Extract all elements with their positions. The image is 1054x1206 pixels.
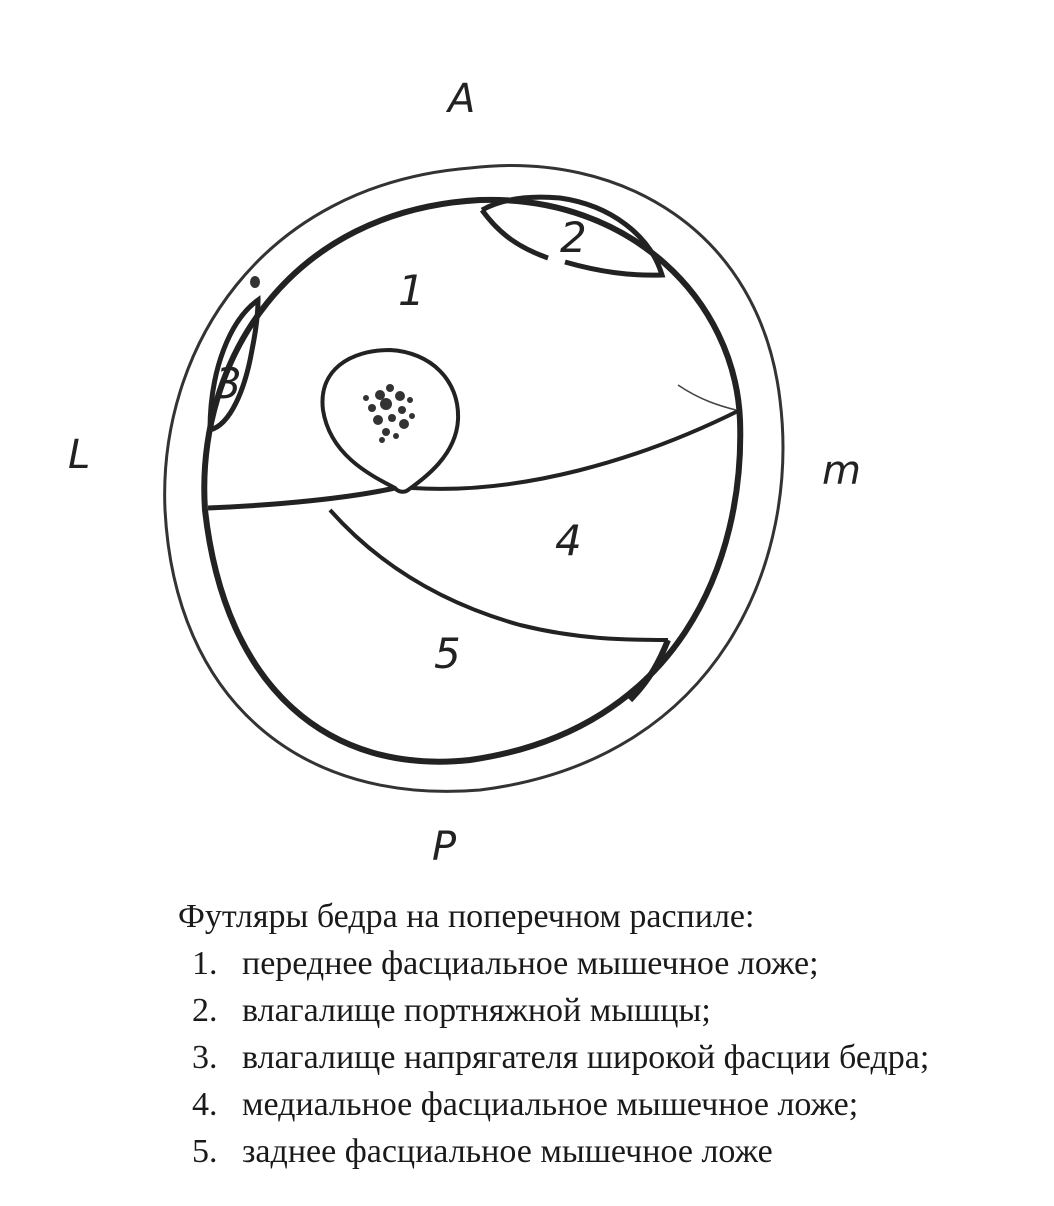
caption-title: Футляры бедра на поперечном распиле: — [178, 898, 755, 935]
figure-caption — [178, 893, 1048, 1175]
caption-item-number: 1. — [192, 945, 218, 982]
posterior-intermuscular-septum — [330, 510, 668, 640]
small-vessel-dot — [250, 276, 260, 288]
medial-intermuscular-septum — [412, 410, 740, 489]
caption-item-number: 2. — [192, 992, 218, 1029]
caption-item-number: 5. — [192, 1133, 218, 1170]
caption-item-text: влагалище напрягателя широкой фасции бедра; — [242, 1039, 930, 1076]
caption-item — [192, 1081, 1048, 1128]
label-lateral: L — [68, 432, 91, 478]
label-medial: m — [822, 448, 861, 494]
compartment-number-3: 3 — [215, 359, 242, 408]
compartment-number-1: 1 — [398, 266, 425, 315]
caption-list — [178, 940, 1048, 1175]
anterior-thin-line — [678, 385, 736, 410]
fascia-lata-outline — [204, 200, 740, 762]
lateral-intermuscular-septum — [208, 488, 395, 508]
caption-item — [192, 940, 1048, 987]
posterior-septum-thickening — [630, 640, 668, 700]
label-anterior: A — [448, 76, 476, 122]
compartment-number-4: 4 — [555, 516, 582, 565]
caption-item-text: влагалище портняжной мышцы; — [242, 992, 711, 1029]
label-posterior: P — [432, 824, 457, 870]
caption-item — [192, 1128, 1048, 1175]
skin-outline — [165, 166, 783, 792]
caption-item-text: переднее фасциальное мышечное ложе; — [242, 945, 819, 982]
caption-item-number: 3. — [192, 1039, 218, 1076]
compartment-number-5: 5 — [434, 629, 461, 678]
caption-item — [192, 1034, 1048, 1081]
compartment-number-2: 2 — [560, 213, 587, 262]
caption-item-text: медиальное фасциальное мышечное ложе; — [242, 1086, 859, 1123]
caption-item — [192, 987, 1048, 1034]
caption-item-text: заднее фасциальное мышечное ложе — [242, 1133, 773, 1170]
caption-item-number: 4. — [192, 1086, 218, 1123]
